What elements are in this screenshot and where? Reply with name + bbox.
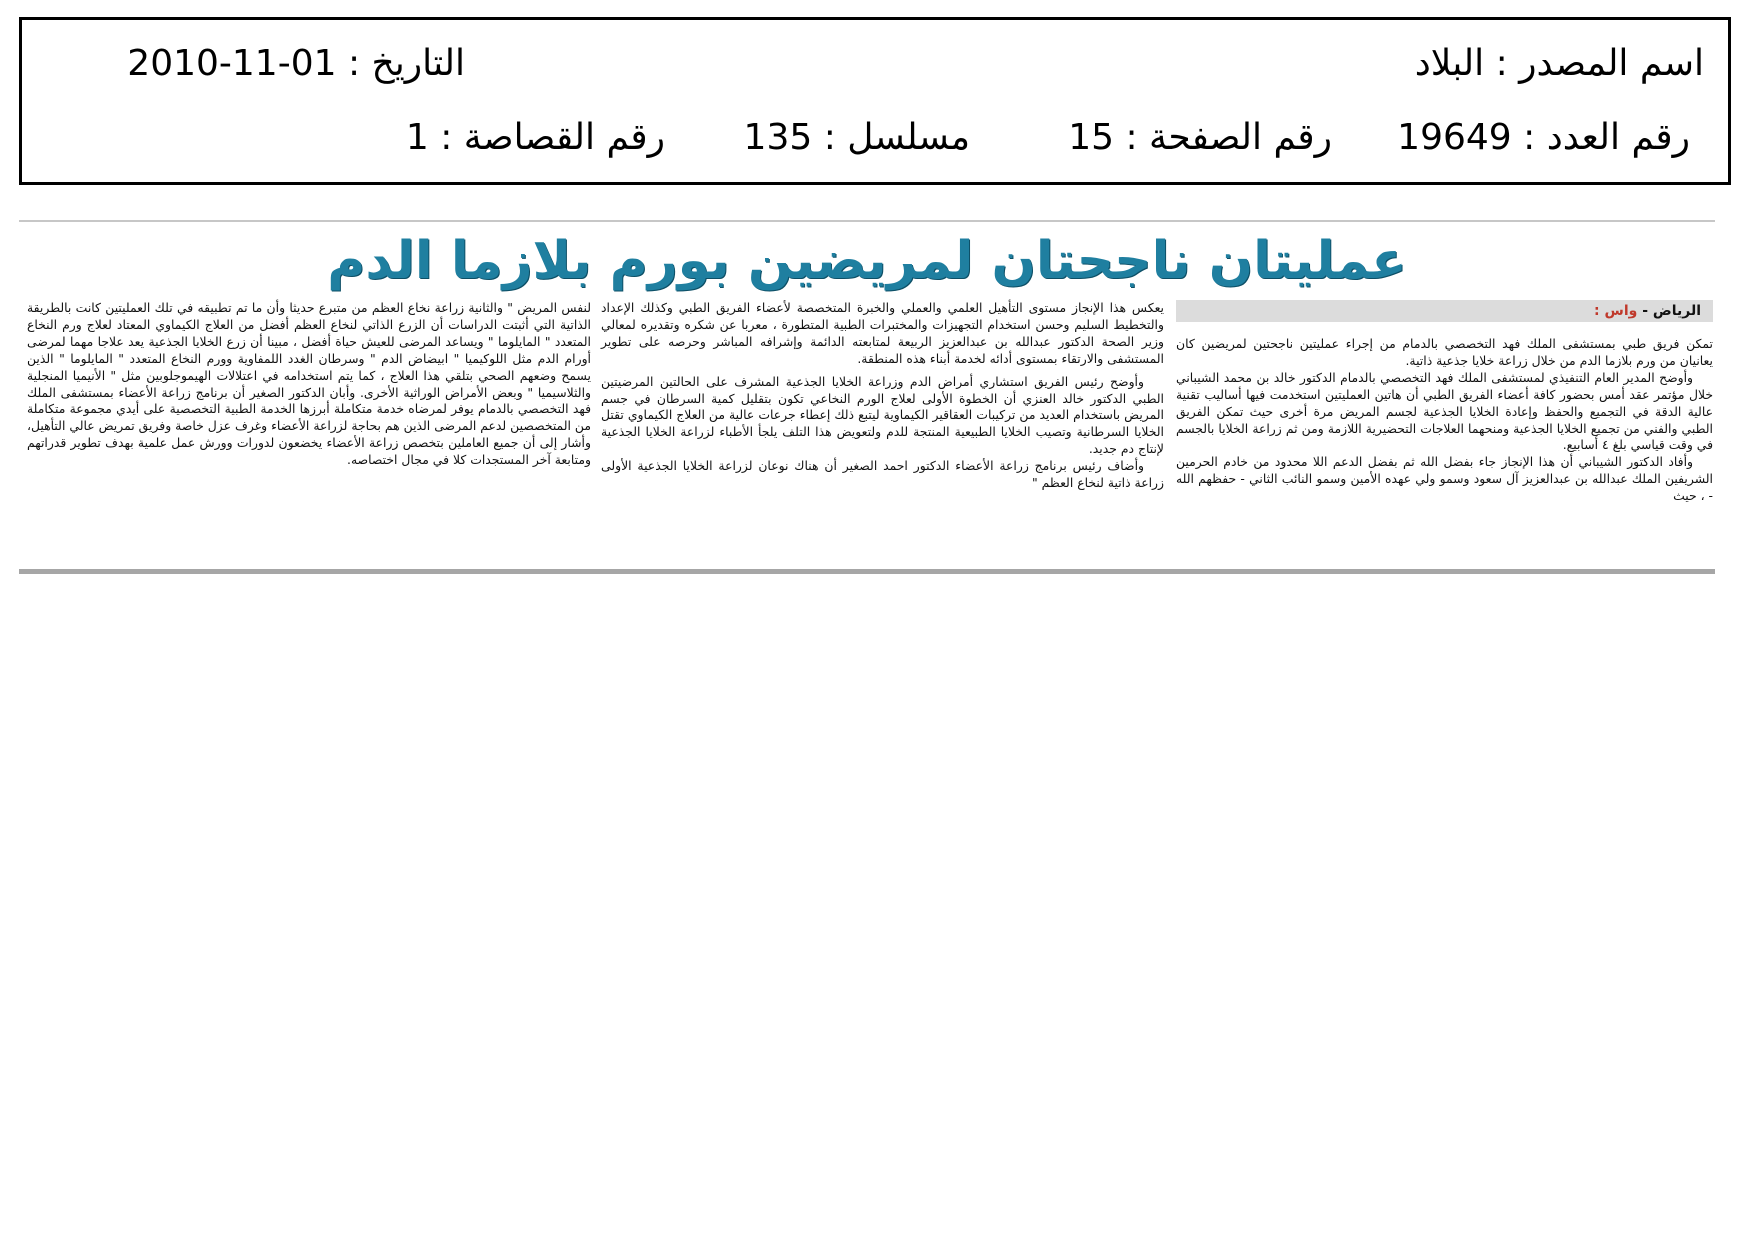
article-column-right bbox=[1176, 300, 1713, 505]
source-field bbox=[1415, 44, 1704, 84]
issue-value: 19649 bbox=[1397, 117, 1512, 158]
paragraph: لنفس المريض " والثانية زراعة نخاع العظم من متبرع حديثا وأن ما تم تطبيقه في تلك العمليتين كانت بالطريقة الذاتية التي أثبتت الدراسات أن الزرع الذاتي لنخاع العظم أفضل من العلاج الكيماوي المعتاد لعلاج ورم النخاع المتعدد " المايلوما " ويساعد المرضى للعيش حياة أفضل ، مبينا أن زرع الخلايا الجذعية يعد علاجا مهما لمرضى أورام الدم مثل اللوكيميا " ابيضاض الدم " وسرطان الغدد اللمفاوية وورم النخاع المتعدد " المايلوما " الذين يسمح وضعهم الصحي بتلقي هذا العلاج ، كما يتم استخدامه في اعتلالات الهيموجلوبين مثل " الأنيميا المنجلية والثلاسيميا " وبعض الأمراض الوراثية الأخرى. وأبان الدكتور الصغير أن برنامج زراعة الأعضاء بمستشفى الملك فهد التخصصي بالدمام يوفر لمرضاه خدمة متكاملة أبرزها الخدمة الطبية التخصصية على أيدي مجموعة متكاملة من المتخصصين لدعم المرضى الذين هم بحاجة لزراعة الأعضاء وغرف عزل خاصة وفريق تمريض عالي التأهيل، وأشار إلى أن جميع العاملين بتخصص زراعة الأعضاء يخضعون لدورات وورش عمل علمية بهدف تطوير قدراتهم ومتابعة آخر المستجدات كلا في مجال اختصاصه. bbox=[27, 300, 591, 468]
date-value: 2010-11-01 bbox=[127, 43, 337, 84]
page-field bbox=[1068, 118, 1332, 158]
clip-label: رقم القصاصة : bbox=[440, 117, 665, 158]
issue-label: رقم العدد : bbox=[1523, 117, 1690, 158]
clip-field bbox=[406, 118, 665, 158]
serial-value: 135 bbox=[743, 117, 813, 158]
paragraph: وأوضح رئيس الفريق استشاري أمراض الدم وزراعة الخلايا الجذعية المشرف على الحالتين المرضيتين الطبي الدكتور خالد العنزي أن الخطوة الأولى لعلاج الورم النخاعي تكون بتقليل كمية السرطان في جسم المريض باستخدام العديد من تركيبات العقاقير الكيماوية ليتبع ذلك إعطاء جرعات عالية من العلاج الكيماوي تقتل الخلايا السرطانية وتصيب الخلايا الطبيعية المنتجة للدم ولتعويض هذا التلف يلجأ الأطباء لزراعة الخلايا الجذعية لإنتاج دم جديد. bbox=[601, 373, 1164, 457]
serial-field bbox=[744, 118, 970, 158]
paragraph: تمكن فريق طبي بمستشفى الملك فهد التخصصي بالدمام من إجراء عمليتين ناجحتين لمريضين كان يعانيان من ورم بلازما الدم من خلال زراعة خلايا جذعية ذاتية. bbox=[1176, 336, 1713, 368]
article-column-middle bbox=[601, 300, 1164, 492]
source-label: اسم المصدر : bbox=[1495, 43, 1704, 84]
paragraph: وأفاد الدكتور الشيباني أن هذا الإنجاز جاء بفضل الله ثم بفضل الدعم اللا محدود من خادم الحرمين الشريفين الملك عبدالله بن عبدالعزيز آل سعود وسمو ولي عهده الأمين وسمو النائب الثاني - حفظهم الله - ، حيث bbox=[1176, 454, 1713, 504]
top-divider bbox=[19, 220, 1715, 222]
page-value: 15 bbox=[1068, 117, 1115, 158]
paragraph: وأوضح المدير العام التنفيذي لمستشفى الملك فهد التخصصي بالدمام الدكتور خالد بن محمد الشيباني خلال مؤتمر عقد أمس بحضور كافة أعضاء الفريق الطبي أن هاتين العمليتين استخدمت فيها أساليب تقنية عالية الدقة في التجميع والحفظ وإعادة الخلايا الجذعية لجسم المريض مرة أخرى حيث تمكن الفريق الطبي والفني من تجميع الخلايا الجذعية ومنحهما العلاجات التحضيرية اللازمة ومن ثم زراعة الخلايا بالجسم في وقت قياسي بلغ ٤ أسابيع. bbox=[1176, 369, 1713, 453]
article-headline: عمليتان ناجحتان لمريضين بورم بلازما الدم bbox=[327, 231, 1407, 291]
news-clipping bbox=[19, 220, 1715, 574]
issue-field bbox=[1397, 118, 1690, 158]
clipping-header bbox=[19, 17, 1731, 185]
dateline-agency: واس : bbox=[1594, 303, 1638, 319]
bottom-divider bbox=[19, 569, 1715, 574]
date-label: التاريخ : bbox=[347, 43, 465, 84]
article-column-left bbox=[27, 300, 591, 469]
paragraph: وأضاف رئيس برنامج زراعة الأعضاء الدكتور احمد الصغير أن هناك نوعان لزراعة الخلايا الجذعية الأولى زراعة ذاتية لنخاع العظم " bbox=[601, 458, 1164, 491]
serial-label: مسلسل : bbox=[823, 117, 970, 158]
dateline bbox=[1176, 300, 1713, 322]
source-value: البلاد bbox=[1414, 43, 1485, 84]
date-field bbox=[127, 44, 465, 84]
page-label: رقم الصفحة : bbox=[1125, 117, 1332, 158]
dateline-city: الرياض - bbox=[1637, 303, 1701, 319]
clip-value: 1 bbox=[405, 117, 429, 158]
paragraph: يعكس هذا الإنجاز مستوى التأهيل العلمي والعملي والخبرة المتخصصة لأعضاء الفريق الطبي وكذلك الإعداد والتخطيط السليم وحسن استخدام التجهيزات والمختبرات الطبية المتطورة ، معربا عن شكره وتقديره لمعالي وزير الصحة الدكتور عبدالله بن عبدالعزيز الربيعة لمتابعته الدائمة وإشرافه المباشر وحرصه على تطوير المستشفى والارتقاء بمستوى أدائه لخدمة أبناء هذه المنطقة. bbox=[601, 300, 1164, 366]
